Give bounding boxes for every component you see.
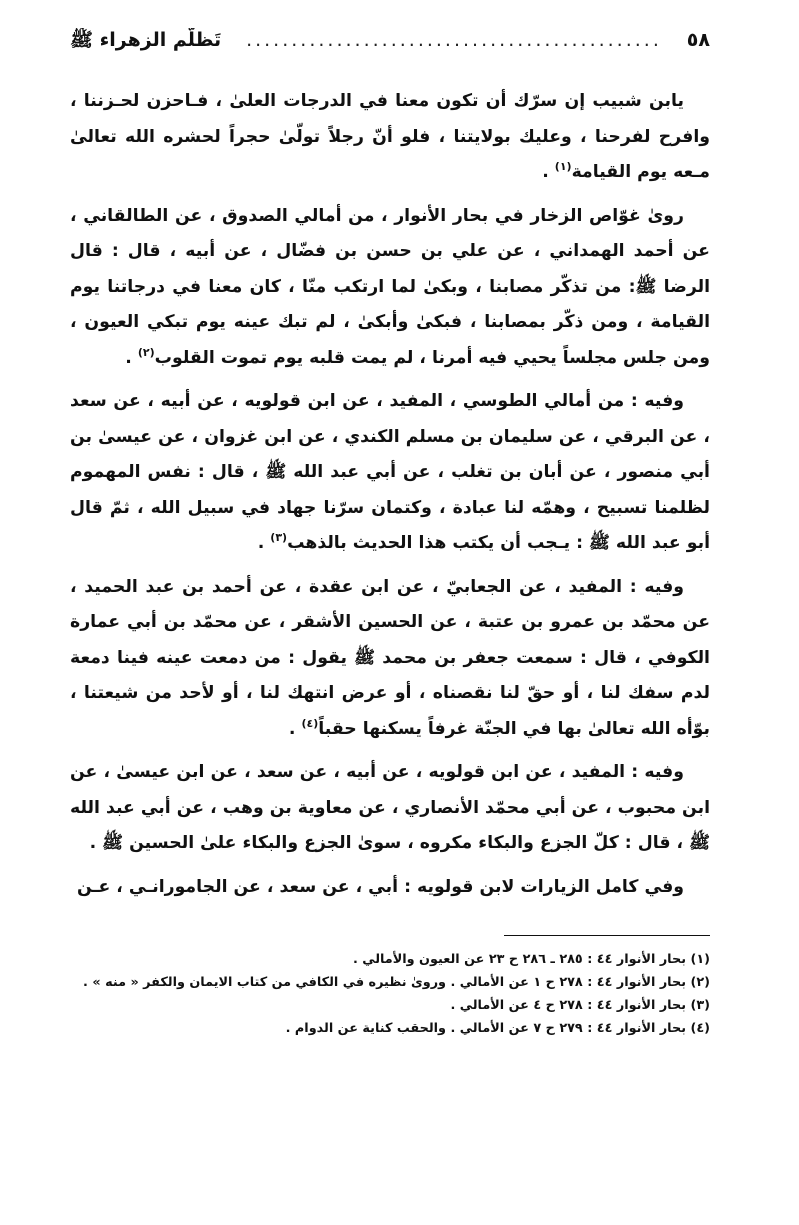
paragraph-text: وفيه : من أمالي الطوسي ، المفيد ، عن ابن قولويه ، عن أبيه ، عن سعد ، عن البرقي ، عن سليمان بن مسلم الكندي ، عن ابن غزوان ، عن عيسىٰ بن أبي منصور ، عن أبان بن تغلب ، عن أبي عبد الله ﷺ ، قال : نفس المهموم لظلمنا تسبيح ، وهمّه لنا عبادة ، وكتمان سرّنا جهاد في سبيل الله ، ثمّ قال أبو عبد الله ﷺ : يـجب أن يكتب هذا الحديث بالذهب — [70, 391, 710, 553]
running-header — [70, 28, 710, 64]
paragraph-text: يابن شبيب إن سرّك أن تكون معنا في الدرجات العلىٰ ، فـاحزن لحـزننا ، وافرح لفرحنا ، وعليك بولايتنا ، فلو أنّ رجلاً تولّىٰ حجراً لحشره الله تعالىٰ مـعه يوم القيامة — [70, 91, 710, 182]
footnote: (١) بحار الأنوار ٤٤ : ٢٨٥ ـ ٢٨٦ ح ٢٣ عن العيون والأمالي . — [352, 952, 710, 967]
paragraph — [70, 755, 710, 862]
paragraph-end: . — [288, 718, 302, 739]
header-dot-leader: .............................................. — [246, 29, 662, 51]
paragraph — [70, 870, 710, 906]
body-text — [70, 84, 710, 905]
paragraph-end: . — [125, 347, 138, 368]
paragraph — [70, 384, 710, 562]
paragraph — [70, 199, 710, 377]
paragraph — [70, 570, 710, 748]
book-title: تَظلُّم الزهراء ﷺ — [70, 29, 222, 51]
footnote: (٤) بحار الأنوار ٤٤ : ٢٧٩ ح ٧ عن الأمالي . والحقب كناية عن الدوام . — [285, 1021, 710, 1036]
footnote-divider — [504, 935, 710, 936]
footnote-reference: (٤) — [301, 716, 319, 730]
page-number: ٥٨ — [686, 29, 710, 51]
paragraph-text: وفيه : المفيد ، عن الجعابيّ ، عن ابن عقدة ، عن أحمد بن عبد الحميد ، عن محمّد بن عمرو بن عتبة ، عن الحسين الأشقر ، عن محمّد بن أبي عمارة الكوفي ، قال : سمعت جعفر بن محمد ﷺ يقول : من دمعت عينه فينا دمعة لدم سفك لنا ، أو حقّ لنا نقصناه ، أو عرض انتهك لنا ، أو لأحد من شيعتنا ، بوّأه الله تعالىٰ بها في الجنّة غرفاً يسكنها حقباً — [70, 576, 710, 739]
paragraph-end: . — [257, 533, 271, 553]
footnote-reference: (٣) — [270, 531, 288, 545]
paragraph-text: وفيه : المفيد ، عن ابن قولويه ، عن أبيه ، عن سعد ، عن ابن عيسىٰ ، عن ابن محبوب ، عن أبي محمّد الأنصاري ، عن معاوية بن وهب ، عن أبي عبد الله ﷺ ، قال : كلّ الجزع والبكاء مكروه ، سوىٰ الجزع والبكاء علىٰ الحسين ﷺ . — [70, 762, 710, 853]
book-page — [70, 28, 710, 1208]
paragraph-text: وفي كامل الزيارات لابن قولويه : أبي ، عن سعد ، عن الجامورانـي ، عـن — [76, 876, 684, 897]
paragraph — [70, 84, 710, 191]
paragraph-end: . — [542, 162, 555, 182]
footnote-reference: (٢) — [137, 345, 155, 359]
footnotes — [70, 948, 710, 1040]
footnote-reference: (١) — [554, 160, 572, 174]
paragraph-text: روىٰ غوّاص الزخار في بحار الأنوار ، من أمالي الصدوق ، عن الطالقاني ، عن أحمد الهمداني ، عن علي بن حسن بن فضّال ، عن أبيه ، قال : قال الرضا ﷺ: من تذكّر مصابنا ، وبكىٰ لما ارتكب منّا ، كان معنا في درجاتنا يوم القيامة ، ومن ذكّر بمصابنا ، فبكىٰ وأبكىٰ ، لم تبك عينه يوم تبكي العيون ، ومن جلس مجلساً يحيي فيه أمرنا ، لم يمت قلبه يوم تموت القلوب — [70, 205, 710, 368]
footnote: (٣) بحار الأنوار ٤٤ : ٢٧٨ ح ٤ عن الأمالي . — [450, 998, 710, 1013]
footnote: (٢) بحار الأنوار ٤٤ : ٢٧٨ ح ١ عن الأمالي . وروىٰ نظيره في الكافي من كتاب الايمان والكفر « منه » . — [83, 975, 710, 990]
